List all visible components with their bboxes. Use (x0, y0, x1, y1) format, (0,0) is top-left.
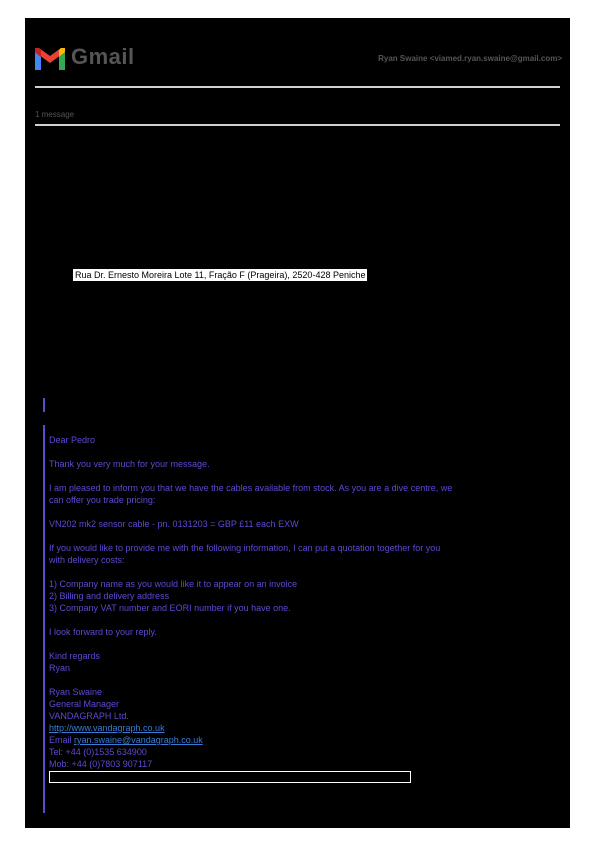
stock-line-1: I am pleased to inform you that we have the cables available from stock. As you are a dive centre, we (49, 483, 453, 493)
closing-line: I look forward to your reply. (49, 627, 157, 637)
sign-off (49, 650, 549, 674)
stock-line-2: can offer you trade pricing: (49, 495, 156, 505)
list-item: 1) Company name as you would like it to appear on an invoice (49, 579, 298, 589)
regards: Kind regards (49, 651, 101, 661)
signature-title: General Manager (49, 699, 120, 709)
pricing-line: VN202 mk2 sensor cable - pn. 0131203 = GBP £11 each EXW (49, 519, 299, 529)
requirements-list (49, 578, 549, 614)
signature-company: VANDAGRAPH Ltd. (49, 711, 129, 721)
message-count: 1 message (35, 110, 75, 119)
email-label: Email (49, 735, 72, 745)
gmail-wordmark: Gmail (71, 44, 135, 69)
signature-image-placeholder (49, 771, 411, 783)
website-link[interactable]: http://www.vandagraph.co.uk (49, 723, 165, 733)
sign-name: Ryan (49, 663, 71, 673)
thread-divider (35, 124, 560, 126)
gmail-logo (33, 44, 133, 74)
header-divider (35, 86, 560, 88)
address-line: Rua Dr. Ernesto Moreira Lote 11, Fração F (Prageira), 2520-428 Peniche (75, 270, 366, 280)
signature-name: Ryan Swaine (49, 687, 103, 697)
signature-tel: Tel: +44 (0)1535 634900 (49, 747, 147, 757)
greeting: Dear Pedro (49, 435, 96, 445)
quote-bar-upper (43, 398, 45, 412)
stock-paragraph (49, 482, 549, 506)
sender-address: Ryan Swaine <viamed.ryan.swaine@gmail.com> (378, 54, 562, 63)
thanks-line: Thank you very much for your message. (49, 459, 210, 469)
signature-mob: Mob: +44 (0)7803 907117 (49, 759, 153, 769)
email-body (49, 434, 549, 782)
signature-block (49, 686, 549, 770)
quote-bar (43, 425, 45, 813)
email-link[interactable]: ryan.swaine@vandagraph.co.uk (74, 735, 203, 745)
list-item: 2) Billing and delivery address (49, 591, 170, 601)
email-page (25, 18, 570, 828)
list-item: 3) Company VAT number and EORI number if you have one. (49, 603, 291, 613)
gmail-m-icon (33, 46, 67, 72)
request-paragraph (49, 542, 549, 566)
request-line-1: If you would like to provide me with the following information, I can put a quotation together for you (49, 543, 441, 553)
request-line-2: with delivery costs: (49, 555, 125, 565)
